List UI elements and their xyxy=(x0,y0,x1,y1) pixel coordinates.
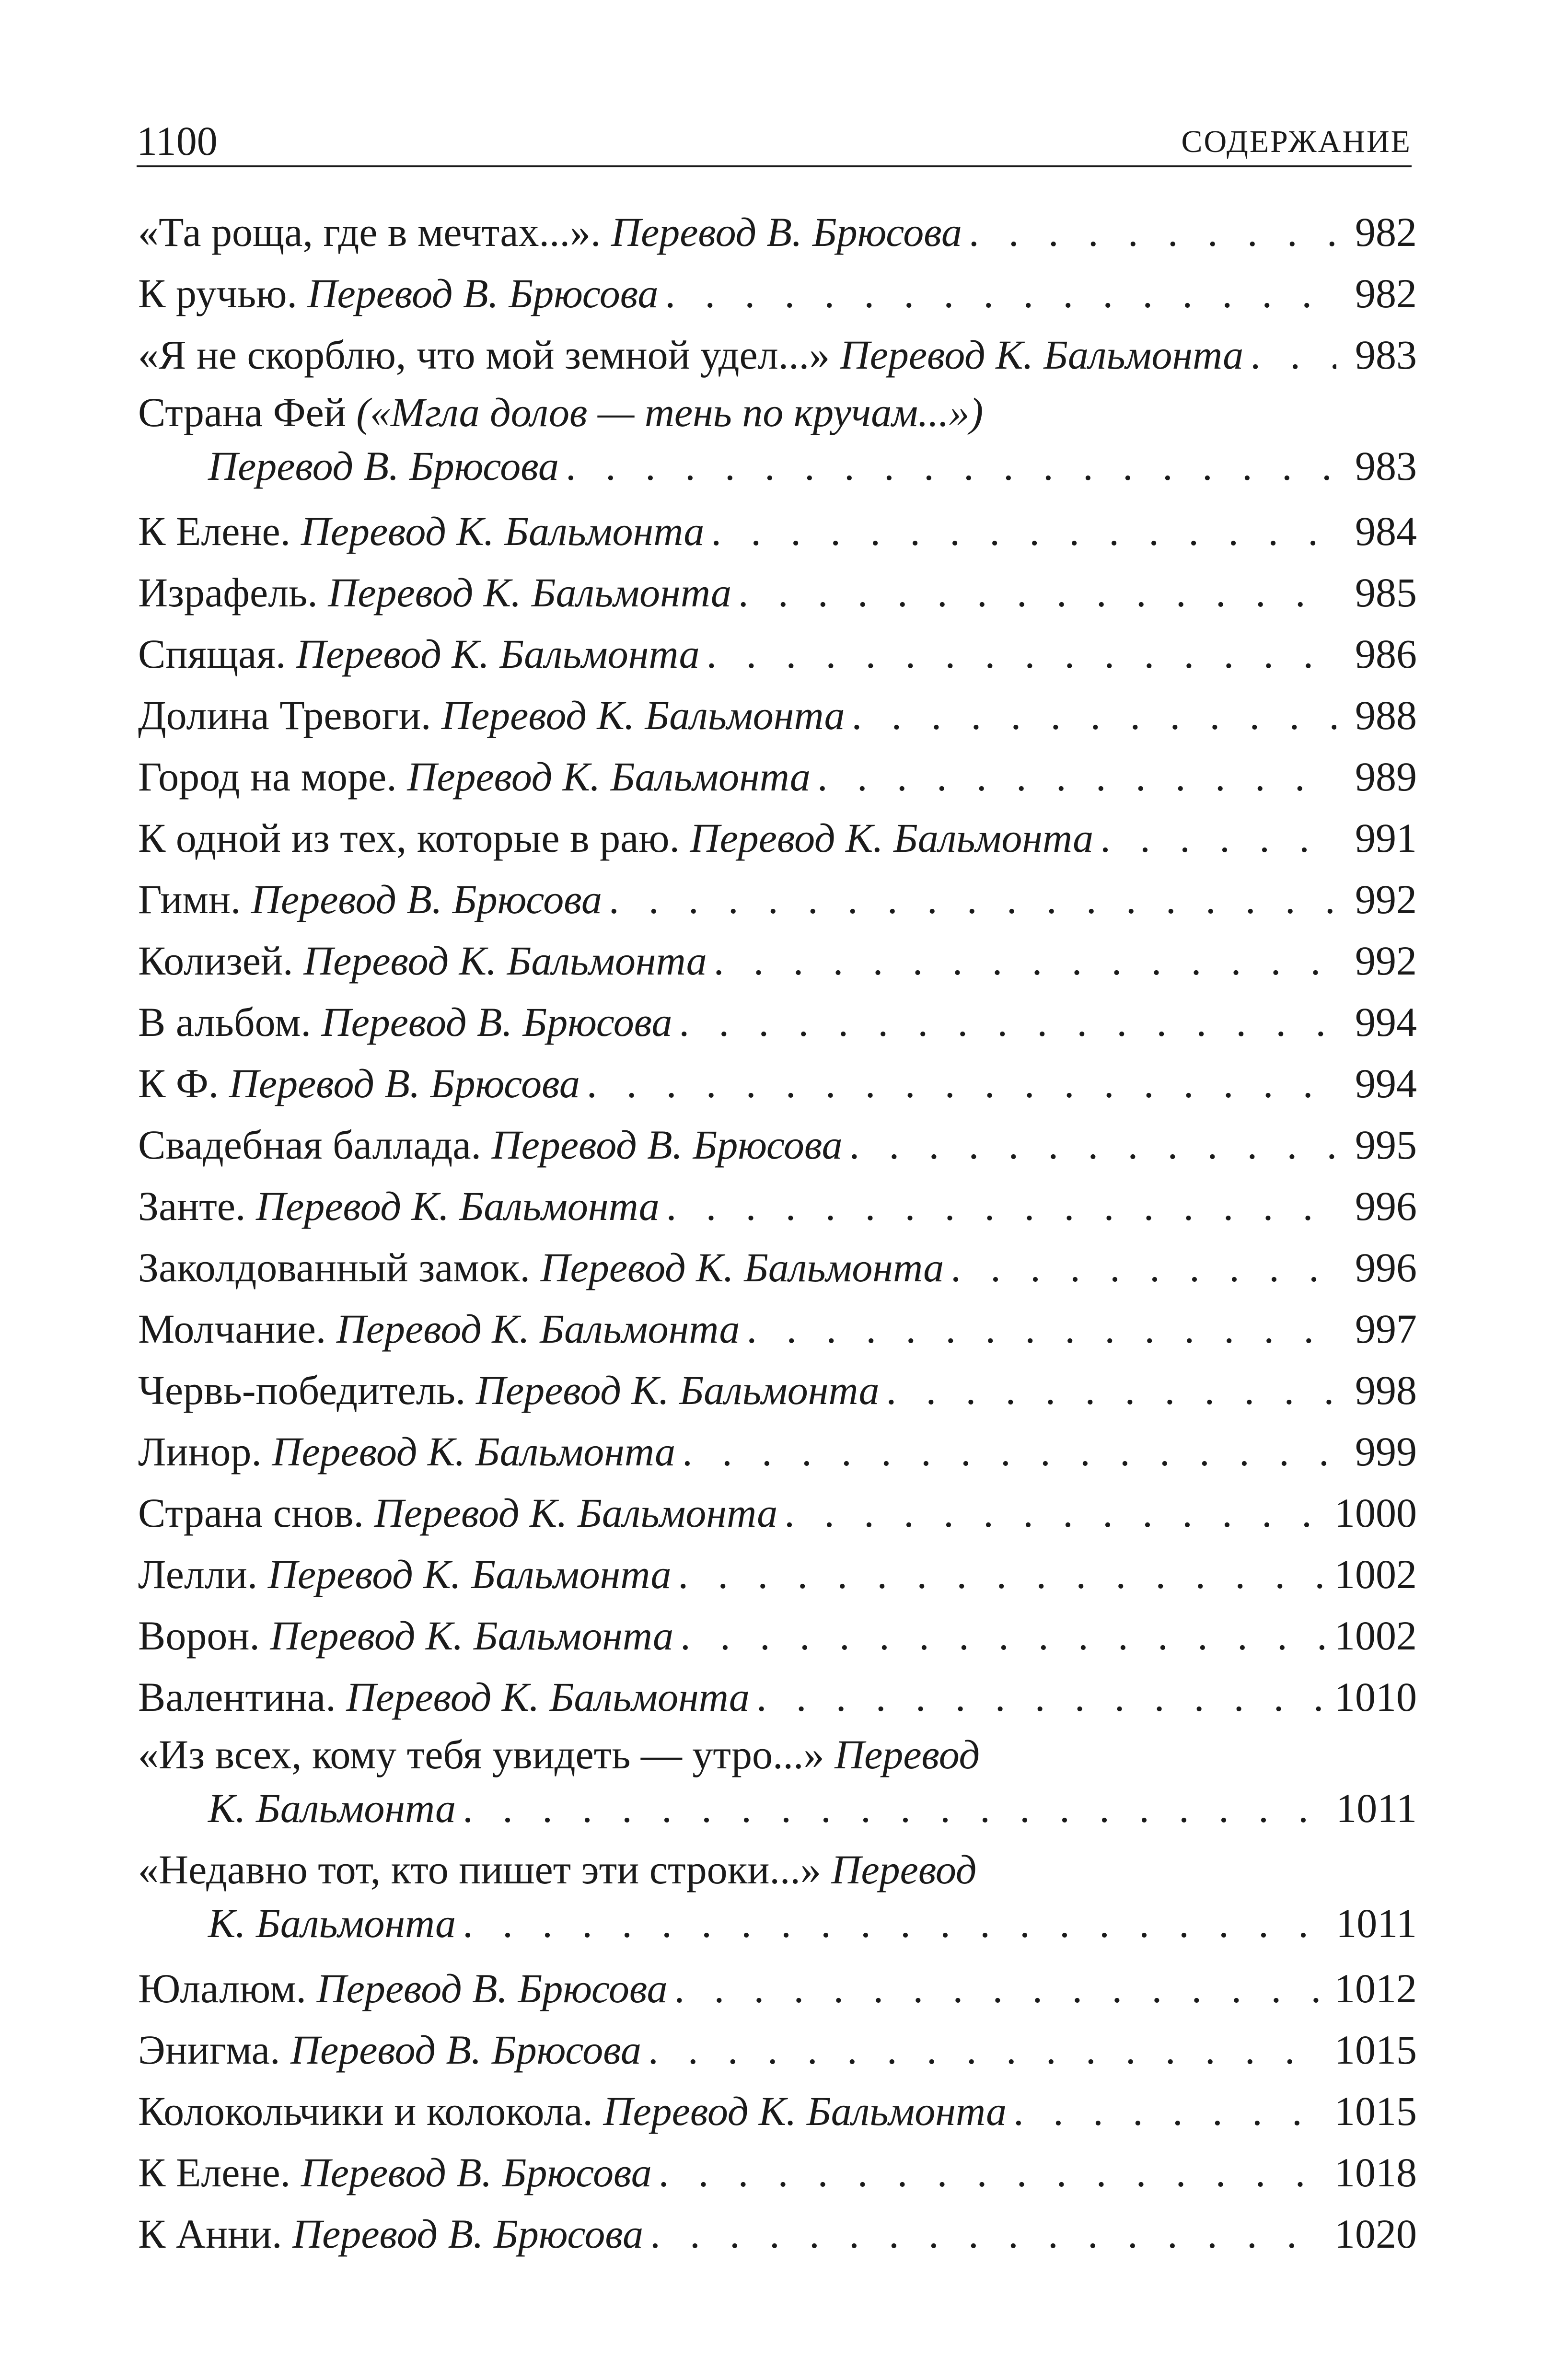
entry-translator: Перевод В. Брюсова xyxy=(292,2211,644,2257)
entry-title: Колокольчики и колокола. xyxy=(138,2088,593,2134)
entry-translator: Перевод В. Брюсова xyxy=(611,209,962,255)
entry-page-number: 1011 xyxy=(1336,1900,1417,1946)
entry-translator: К. Бальмонта xyxy=(208,1900,456,1946)
entry-translator: Перевод В. Брюсова xyxy=(208,443,559,489)
leader-dots xyxy=(707,930,1336,991)
toc-entry xyxy=(138,869,1417,930)
entry-page-number: 999 xyxy=(1355,1428,1417,1474)
entry-translator: Перевод К. Бальмонта xyxy=(336,1306,740,1352)
entry-page-number: 998 xyxy=(1355,1367,1417,1413)
toc-entry xyxy=(138,1958,1417,2019)
entry-page-number: 996 xyxy=(1355,1244,1417,1290)
entry-translator: Перевод В. Брюсова xyxy=(491,1122,843,1168)
toc-entry xyxy=(138,201,1417,263)
entry-translator: Перевод К. Бальмонта xyxy=(475,1367,880,1413)
toc-entry xyxy=(138,1421,1417,1482)
entry-translator: Перевод К. Бальмонта xyxy=(256,1183,660,1229)
entry-page-number: 996 xyxy=(1355,1183,1417,1229)
entry-translator: Перевод В. Брюсова xyxy=(251,876,602,922)
toc-entry xyxy=(138,930,1417,991)
leader-dots xyxy=(944,1237,1336,1298)
entry-page-number: 994 xyxy=(1355,999,1417,1045)
entry-page-number: 1020 xyxy=(1334,2211,1417,2257)
leader-dots xyxy=(1093,807,1336,869)
toc-entry xyxy=(138,623,1417,685)
toc-entry xyxy=(138,1053,1417,1114)
entry-page-number: 1002 xyxy=(1334,1551,1417,1597)
entry-page-number: 982 xyxy=(1355,209,1417,255)
entry-title: К Елене. xyxy=(138,508,291,554)
entry-page-number: 1015 xyxy=(1334,2088,1417,2134)
entry-translator: Перевод К. Бальмонта xyxy=(441,692,845,738)
entry-title: Долина Тревоги. xyxy=(138,692,431,738)
entry-page-number: 1010 xyxy=(1334,1674,1417,1720)
leader-dots xyxy=(641,2019,1326,2080)
leader-dots xyxy=(643,2203,1326,2264)
toc-entry xyxy=(138,1237,1417,1298)
page-number: 1100 xyxy=(137,118,218,164)
toc-entry xyxy=(138,991,1417,1053)
entry-translator-prefix: Перевод xyxy=(831,1846,977,1892)
entry-page-number: 1011 xyxy=(1336,1785,1417,1831)
entry-page-number: 1012 xyxy=(1334,1965,1417,2011)
entry-title-extra: («Мгла долов — тень по кручам...») xyxy=(356,389,984,435)
entry-translator: Перевод К. Бальмонта xyxy=(328,569,731,615)
entry-title: Колизей. xyxy=(138,938,293,984)
toc-entry xyxy=(138,685,1417,746)
entry-title: Юлалюм. xyxy=(138,1965,307,2011)
entry-title: В альбом. xyxy=(138,999,311,1045)
toc-entry xyxy=(138,1605,1417,1666)
entry-page-number: 984 xyxy=(1355,508,1417,554)
toc-entry xyxy=(138,562,1417,623)
leader-dots xyxy=(1243,324,1336,385)
entry-title: Валентина. xyxy=(138,1674,336,1720)
entry-title: «Я не скорблю, что мой земной удел...» xyxy=(138,332,830,378)
entry-title: Молчание. xyxy=(138,1306,326,1352)
entry-translator: Перевод К. Бальмонта xyxy=(267,1551,672,1597)
toc-entry xyxy=(138,1843,1417,1950)
entry-title: Червь-победитель. xyxy=(138,1367,466,1413)
entry-title: Страна Фей xyxy=(138,389,346,435)
entry-translator: Перевод К. Бальмонта xyxy=(296,631,700,677)
leader-dots xyxy=(659,263,1336,324)
leader-dots xyxy=(671,1544,1326,1605)
entry-translator: К. Бальмонта xyxy=(208,1785,456,1831)
entry-title: Ворон. xyxy=(138,1613,260,1659)
leader-dots xyxy=(700,623,1336,685)
toc-entry xyxy=(138,385,1417,493)
toc-entry xyxy=(138,1666,1417,1728)
entry-page-number: 992 xyxy=(1355,876,1417,922)
entry-translator: Перевод К. Бальмонта xyxy=(301,508,705,554)
entry-title: Гимн. xyxy=(138,876,241,922)
leader-dots xyxy=(777,1482,1326,1544)
entry-title: Город на море. xyxy=(138,754,397,800)
leader-dots xyxy=(672,991,1336,1053)
entry-translator: Перевод К. Бальмонта xyxy=(272,1428,676,1474)
toc-entry xyxy=(138,2203,1417,2264)
entry-translator: Перевод В. Брюсова xyxy=(229,1060,580,1106)
entry-translator: Перевод К. Бальмонта xyxy=(270,1613,674,1659)
section-title: СОДЕРЖАНИЕ xyxy=(1181,124,1412,159)
entry-page-number: 1015 xyxy=(1334,2027,1417,2073)
entry-title: «Недавно тот, кто пишет эти строки...» xyxy=(138,1846,821,1892)
entry-page-number: 997 xyxy=(1355,1306,1417,1352)
entry-page-number: 983 xyxy=(1355,332,1417,378)
entry-page-number: 983 xyxy=(1355,443,1417,489)
entry-translator: Перевод К. Бальмонта xyxy=(540,1244,944,1290)
toc-entry xyxy=(138,2080,1417,2142)
leader-dots xyxy=(673,1605,1326,1666)
toc-entry xyxy=(138,324,1417,385)
entry-title: К Анни. xyxy=(138,2211,282,2257)
leader-dots xyxy=(811,746,1336,807)
entry-title: Спящая. xyxy=(138,631,286,677)
leader-dots xyxy=(740,1298,1336,1359)
leader-dots xyxy=(675,1421,1336,1482)
leader-dots xyxy=(750,1666,1326,1728)
entry-translator: Перевод В. Брюсова xyxy=(301,2149,652,2195)
entry-title: Линор. xyxy=(138,1428,262,1474)
entry-title: Израфель. xyxy=(138,569,318,615)
leader-dots xyxy=(880,1359,1336,1421)
entry-page-number: 991 xyxy=(1355,815,1417,861)
entry-title: Занте. xyxy=(138,1183,246,1229)
entry-title: «Из всех, кому тебя увидеть — утро...» xyxy=(138,1731,824,1777)
entry-title: К Ф. xyxy=(138,1060,219,1106)
toc-entry xyxy=(138,263,1417,324)
entry-page-number: 989 xyxy=(1355,754,1417,800)
leader-dots xyxy=(580,1053,1336,1114)
toc-entry xyxy=(138,1544,1417,1605)
entry-title: Энигма. xyxy=(138,2027,280,2073)
entry-title: К одной из тех, которые в раю. xyxy=(138,815,680,861)
toc-entry xyxy=(138,1175,1417,1237)
leader-dots xyxy=(1007,2080,1326,2142)
toc-entry xyxy=(138,1114,1417,1175)
entry-translator: Перевод В. Брюсова xyxy=(321,999,672,1045)
entry-title: Заколдованный замок. xyxy=(138,1244,531,1290)
entry-page-number: 1000 xyxy=(1334,1490,1417,1536)
entry-translator-prefix: Перевод xyxy=(834,1731,980,1777)
entry-translator: Перевод В. Брюсова xyxy=(307,270,659,316)
entry-translator: Перевод К. Бальмонта xyxy=(346,1674,750,1720)
leader-dots xyxy=(731,562,1336,623)
leader-dots xyxy=(962,201,1336,263)
entry-page-number: 1002 xyxy=(1334,1613,1417,1659)
entry-translator: Перевод К. Бальмонта xyxy=(407,754,811,800)
toc-entry xyxy=(138,1482,1417,1544)
entry-title: «Та роща, где в мечтах...». xyxy=(138,209,601,255)
entry-page-number: 994 xyxy=(1355,1060,1417,1106)
entry-page-number: 988 xyxy=(1355,692,1417,738)
entry-page-number: 982 xyxy=(1355,270,1417,316)
entry-title: К ручью. xyxy=(138,270,297,316)
leader-dots xyxy=(559,439,1336,493)
leader-dots xyxy=(843,1114,1336,1175)
leader-dots xyxy=(704,500,1336,562)
entry-translator: Перевод К. Бальмонта xyxy=(603,2088,1007,2134)
entry-translator: Перевод В. Брюсова xyxy=(316,1965,668,2011)
entry-title: Лелли. xyxy=(138,1551,258,1597)
toc-entry xyxy=(138,807,1417,869)
entry-translator: Перевод К. Бальмонта xyxy=(840,332,1244,378)
running-head xyxy=(137,108,1412,167)
entry-translator: Перевод В. Брюсова xyxy=(290,2027,642,2073)
toc-entry xyxy=(138,2019,1417,2080)
toc-entry xyxy=(138,1298,1417,1359)
entry-page-number: 985 xyxy=(1355,569,1417,615)
table-of-contents xyxy=(138,201,1417,2264)
entry-title: К Елене. xyxy=(138,2149,291,2195)
entry-translator: Перевод К. Бальмонта xyxy=(374,1490,778,1536)
leader-dots xyxy=(660,1175,1336,1237)
entry-translator: Перевод К. Бальмонта xyxy=(303,938,707,984)
entry-page-number: 995 xyxy=(1355,1122,1417,1168)
entry-translator: Перевод К. Бальмонта xyxy=(690,815,1094,861)
entry-page-number: 1018 xyxy=(1334,2149,1417,2195)
leader-dots xyxy=(652,2142,1326,2203)
entry-page-number: 986 xyxy=(1355,631,1417,677)
leader-dots xyxy=(845,685,1336,746)
toc-entry xyxy=(138,746,1417,807)
entry-page-number: 992 xyxy=(1355,938,1417,984)
leader-dots xyxy=(602,869,1336,930)
leader-dots xyxy=(456,1896,1327,1950)
toc-entry xyxy=(138,1728,1417,1835)
entry-title: Свадебная баллада. xyxy=(138,1122,482,1168)
toc-entry xyxy=(138,1359,1417,1421)
toc-entry xyxy=(138,500,1417,562)
entry-title: Страна снов. xyxy=(138,1490,364,1536)
toc-entry xyxy=(138,2142,1417,2203)
leader-dots xyxy=(456,1781,1327,1835)
leader-dots xyxy=(668,1958,1326,2019)
